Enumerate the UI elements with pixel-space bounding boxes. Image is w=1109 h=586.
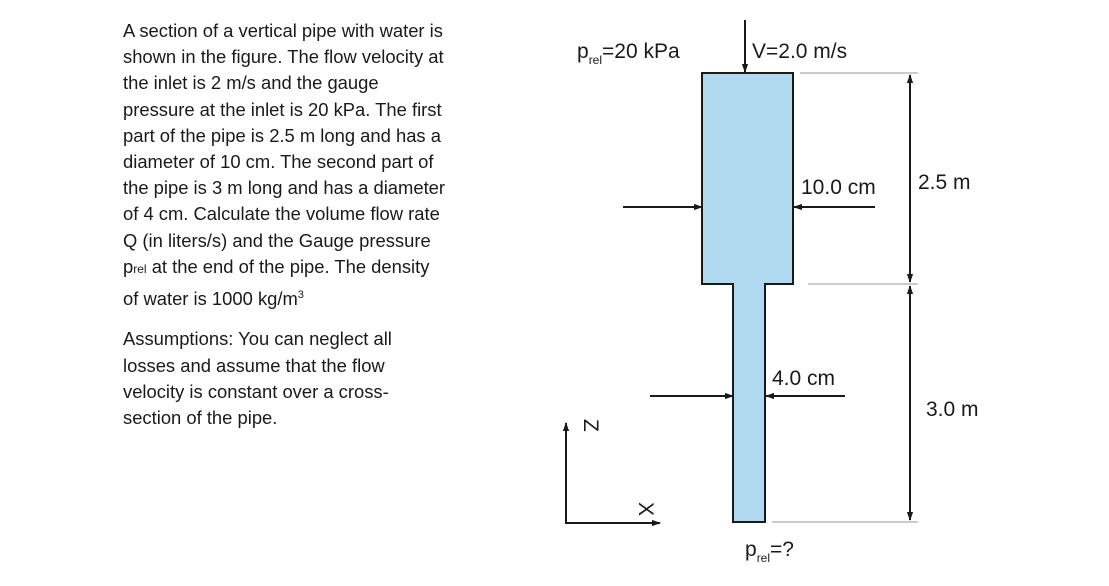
inlet-velocity-label: V=2.0 m/s	[752, 40, 848, 63]
assumption-line: section of the pipe.	[123, 406, 278, 428]
diameter-top-label: 10.0 cm	[801, 176, 876, 199]
rel-subscript: rel	[133, 261, 147, 276]
assumption-line: Assumptions: You can neglect all	[123, 328, 392, 350]
statement-line: Q (in liters/s) and the Gauge pressure	[123, 229, 431, 251]
statement-text: at the end of the pipe. The density	[146, 255, 430, 277]
cube-superscript: 3	[297, 289, 304, 302]
assumption-line: velocity is constant over a cross-	[123, 380, 389, 402]
statement-line: pressure at the inlet is 20 kPa. The first	[123, 98, 442, 120]
p-symbol: p	[123, 255, 134, 277]
x-axis-label: X	[634, 502, 657, 517]
statement-line: the inlet is 2 m/s and the gauge	[123, 72, 379, 94]
statement-line: the pipe is 3 m long and has a diameter	[123, 177, 446, 199]
pipe-body	[702, 73, 793, 522]
length-bottom-label: 3.0 m	[926, 398, 979, 421]
statement-line: diameter of 10 cm. The second part of	[123, 151, 434, 173]
statement-line: part of the pipe is 2.5 m long and has a	[123, 124, 441, 146]
length-top-label: 2.5 m	[918, 171, 971, 194]
z-axis-label: Z	[579, 419, 602, 432]
assumption-line: losses and assume that the flow	[123, 354, 385, 376]
outlet-pressure-label: $p_{rel}=$?	[745, 538, 794, 565]
statement-line: A section of a vertical pipe with water is	[123, 20, 443, 41]
inlet-pressure-label: $p_{rel}=20$ kPa	[577, 40, 680, 67]
statement-line: shown in the figure. The flow velocity at	[123, 46, 444, 68]
diameter-bottom-label: 4.0 cm	[772, 367, 836, 390]
statement-line: of 4 cm. Calculate the volume flow rate	[123, 203, 440, 225]
statement-text: of water is 1000 kg/m	[123, 288, 298, 310]
